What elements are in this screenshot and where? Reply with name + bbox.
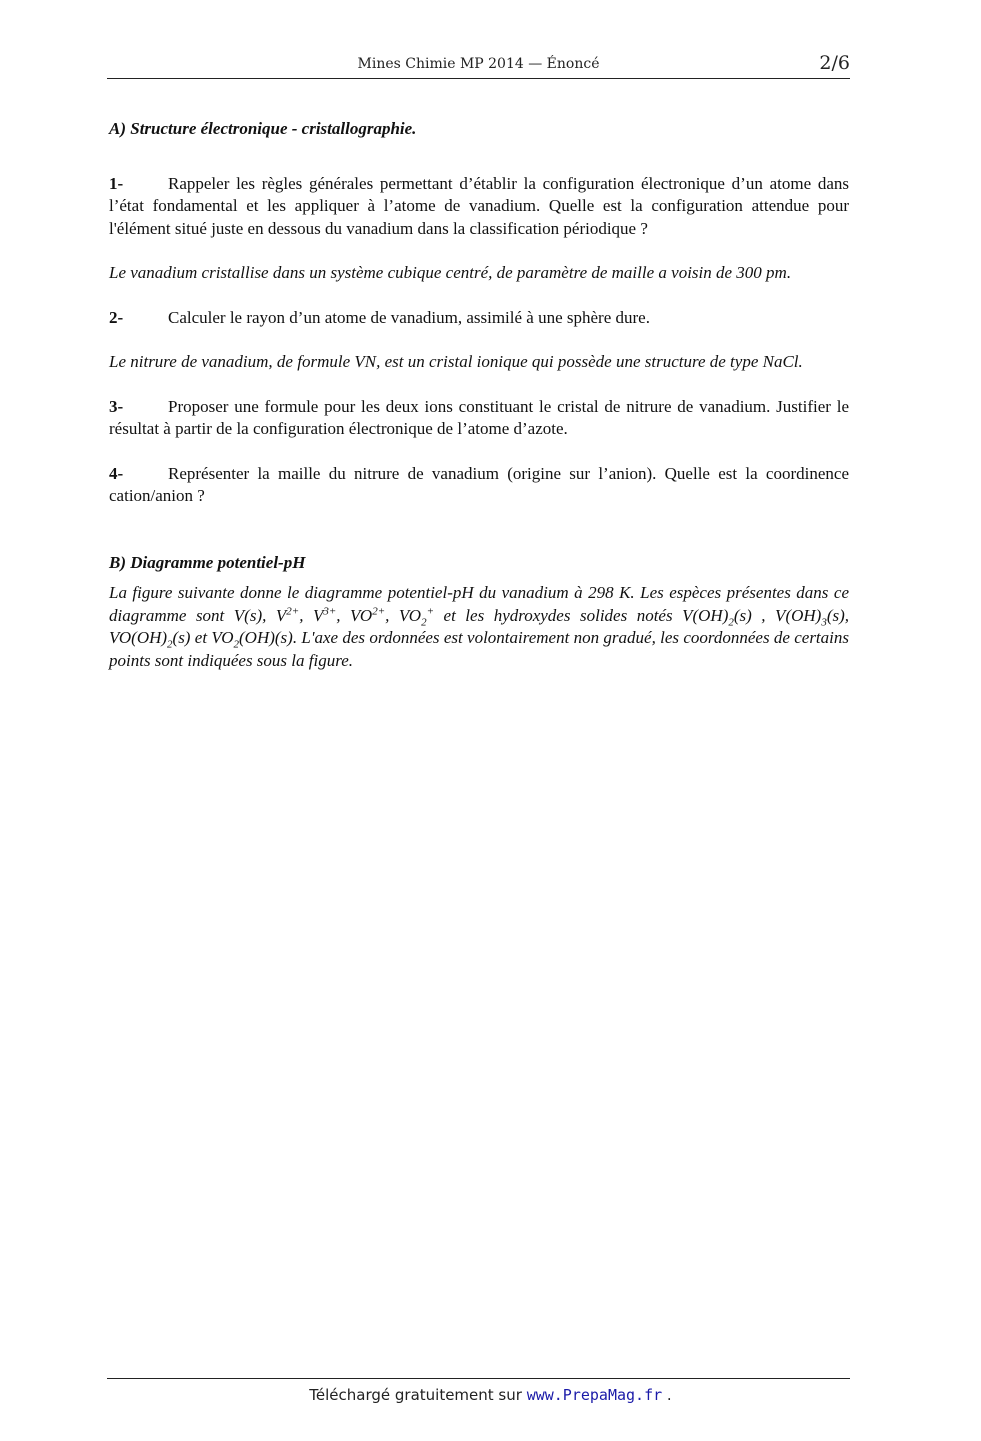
footer-text: Téléchargé gratuitement sur: [309, 1386, 527, 1404]
question-4: [109, 463, 849, 508]
footer-suffix: .: [662, 1386, 672, 1404]
question-3: [109, 396, 849, 441]
section-b-title: B) Diagramme potentiel-pH: [109, 552, 306, 572]
question-text: Calculer le rayon d’un atome de vanadium, assimilé à une sphère dure.: [168, 307, 650, 327]
section-b-intro: La figure suivante donne le diagramme potentiel-pH du vanadium à 298 K. Les espèces présentes dans ce diagramme sont V(s), $V^{2+}$, $V^{3+}$, $VO^{2+}$, $VO_2^+$ et les hydroxydes solides notés $V(OH)_2(s)$ , $V(OH)_3(s)$, $VO(OH)_2(s)$ et $VO_2(OH)(s)$. L'axe des ordonnées est volontairement non gradué, les coordonnées de certains points sont indiquées sous la figure.: [109, 583, 850, 670]
question-text: Proposer une formule pour les deux ions constituant le cristal de nitrure de vanadium. Justifier le résultat à partir de la configuration électronique de l’atome d’azote.: [109, 396, 849, 438]
note-nitride: Le nitrure de vanadium, de formule VN, est un cristal ionique qui possède une structure de type NaCl.: [109, 352, 803, 371]
footer-link[interactable]: www.PrepaMag.fr: [526, 1386, 663, 1404]
document-body: [109, 118, 849, 672]
document-title: Mines Chimie MP 2014 — Énoncé: [357, 56, 600, 72]
question-number: 4-: [109, 463, 124, 483]
question-1: [109, 173, 849, 241]
page-footer: [0, 1386, 981, 1404]
note-cubic-structure: Le vanadium cristallise dans un système cubique centré, de paramètre de maille a voisin de 300 pm.: [109, 263, 792, 282]
question-number: 1-: [109, 173, 124, 193]
question-text: Représenter la maille du nitrure de vanadium (origine sur l’anion). Quelle est la coordinence cation/anion ?: [109, 463, 849, 505]
question-number: 3-: [109, 396, 124, 416]
page-number: 2/6: [819, 52, 850, 74]
question-text: Rappeler les règles générales permettant d’établir la configuration électronique d’un atome dans l’état fondamental et les appliquer à l’atome de vanadium. Quelle est la configuration attendue pour l'élément situé juste en dessous du vanadium dans la classification périodique ?: [109, 173, 849, 238]
page-header: [107, 52, 850, 79]
section-a-title: A) Structure électronique - cristallographie.: [109, 119, 417, 138]
question-2: [109, 307, 849, 330]
question-number: 2-: [109, 307, 124, 327]
footer-divider: [107, 1378, 850, 1379]
